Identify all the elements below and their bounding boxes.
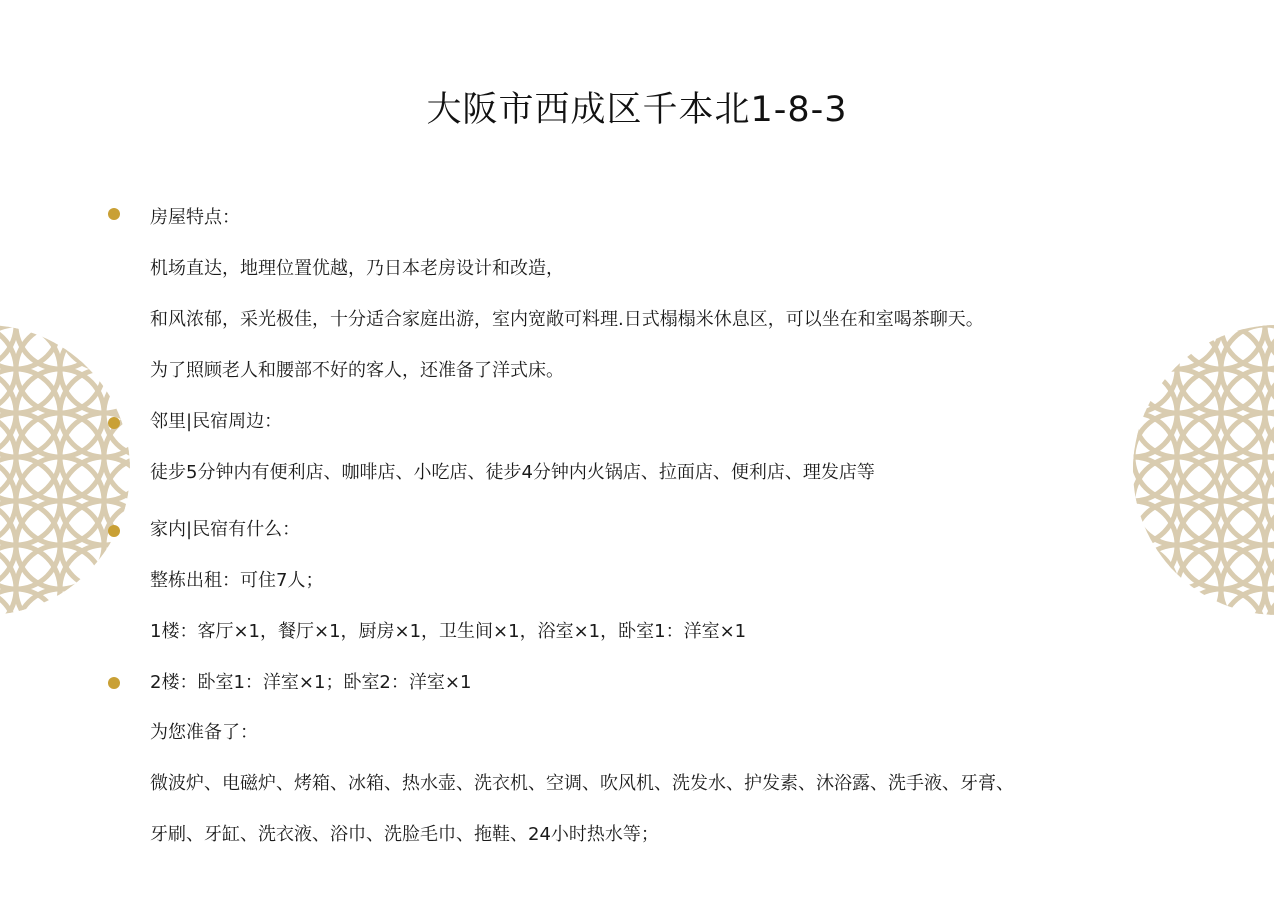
- neighborhood-line: 徒步5分钟内有便利店、咖啡店、小吃店、徒步4分钟内火锅店、拉面店、便利店、理发店等: [150, 462, 875, 483]
- inside-heading: 家内|民宿有什么：: [150, 519, 301, 540]
- pattern-ring: [1133, 325, 1177, 413]
- pattern-ring: [104, 325, 130, 369]
- pattern-ring: [1133, 325, 1177, 369]
- pattern-ring: [1133, 589, 1177, 615]
- features-line: 和风浓郁，采光极佳，十分适合家庭出游，室内宽敞可料理.日式榻榻米休息区，可以坐在和室喝茶聊天。: [150, 309, 984, 330]
- bullet-dot: [108, 417, 120, 429]
- features-line: 为了照顾老人和腰部不好的客人，还准备了洋式床。: [150, 360, 564, 381]
- decorative-circle-pattern-left: [0, 325, 130, 615]
- bullet-dot: [108, 525, 120, 537]
- inside-line: 牙刷、牙缸、洗衣液、浴巾、洗脸毛巾、拖鞋、24小时热水等；: [150, 824, 659, 845]
- decorative-circle-pattern-right: [1133, 325, 1274, 615]
- inside-line: 微波炉、电磁炉、烤箱、冰箱、热水壶、洗衣机、空调、吹风机、洗发水、护发素、沐浴露、洗手液、牙膏、: [150, 773, 1014, 794]
- pattern-ring: [60, 325, 130, 369]
- features-line: 机场直达，地理位置优越，乃日本老房设计和改造，: [150, 258, 564, 279]
- pattern-ring: [1133, 545, 1177, 615]
- inside-line: 为您准备了：: [150, 722, 258, 743]
- pattern-ring: [60, 589, 130, 615]
- pattern-ring: [104, 545, 130, 615]
- bullet-dot: [108, 677, 120, 689]
- inside-line: 整栋出租：可住7人；: [150, 570, 324, 591]
- bullet-dot: [108, 208, 120, 220]
- inside-line: 2楼：卧室1：洋室×1；卧室2：洋室×1: [150, 672, 472, 693]
- pattern-ring: [60, 545, 130, 615]
- pattern-ring: [1133, 325, 1221, 369]
- page-title: 大阪市西成区千本北1-8-3: [426, 90, 848, 130]
- pattern-ring: [104, 589, 130, 615]
- features-heading: 房屋特点：: [150, 207, 240, 228]
- inside-line: 1楼：客厅×1，餐厅×1，厨房×1，卫生间×1，浴室×1，卧室1：洋室×1: [150, 621, 747, 642]
- neighborhood-heading: 邻里|民宿周边：: [150, 411, 283, 432]
